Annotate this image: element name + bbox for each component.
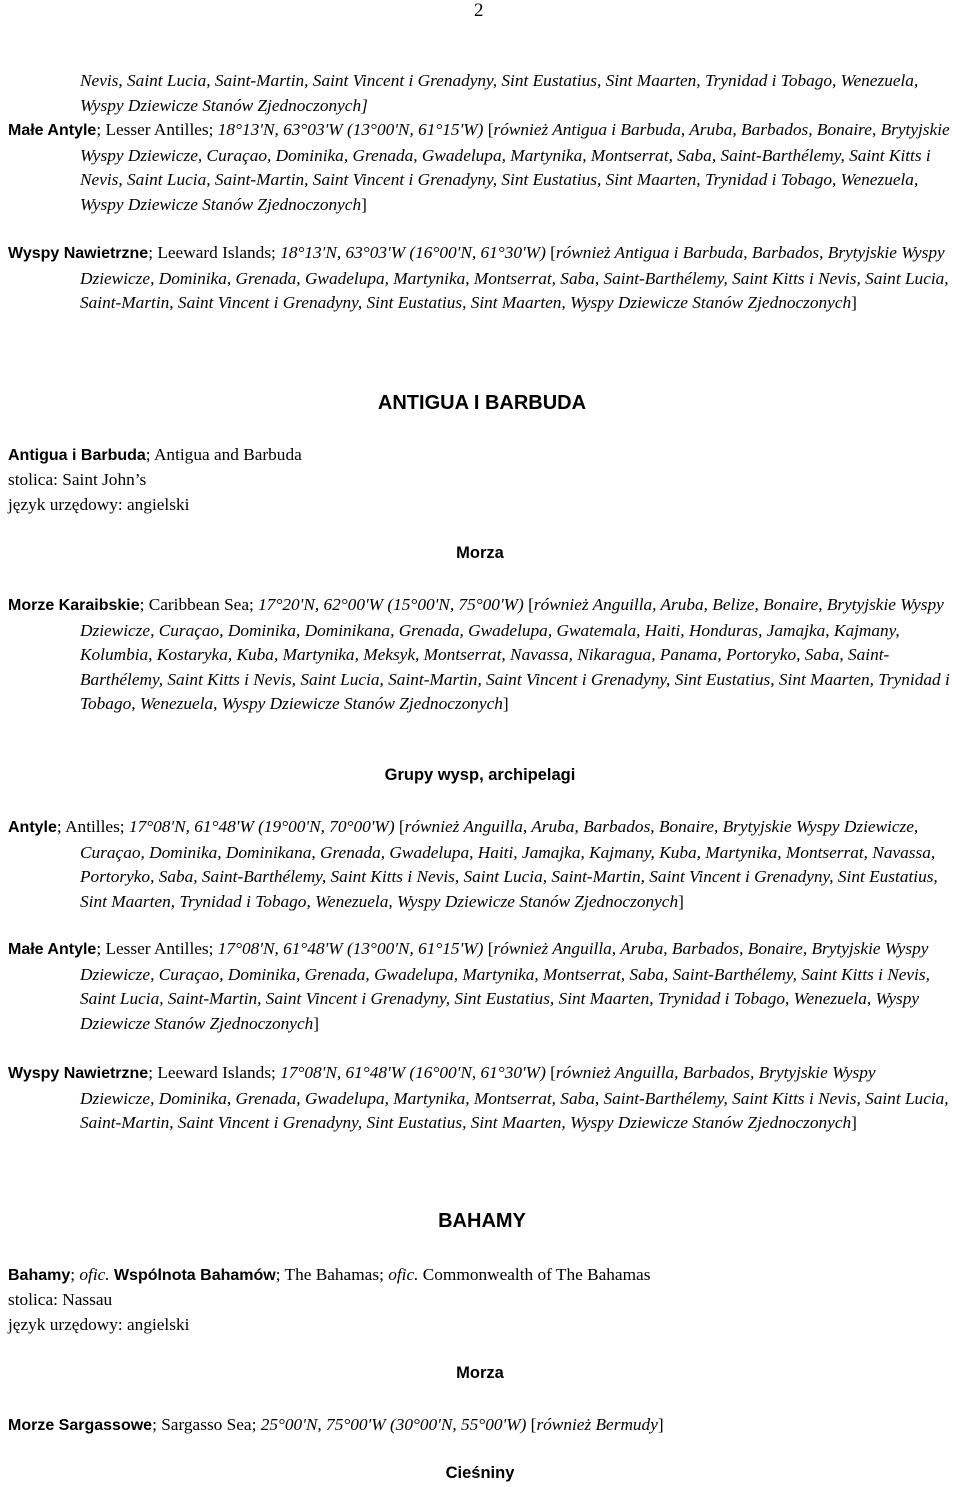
entry-also: również Anguilla, Aruba, Barbados, Bonaire, Brytyjskie Wyspy Dziewicze, Curaçao, Dominika, Grenada, Gwadelupa, Martynika, Montserrat, Saba, Saint-Barthélemy, Saint Kitts i Nevis, Saint Lucia, Saint-Martin, Saint Vincent i Grenadyny, Sint Eustatius, Sint Maarten, Trynidad i Tobago, Wenezuela, Wyspy Dziewicze Stanów Zjednoczonych (80, 939, 930, 1033)
official-language-line: język urzędowy: angielski (8, 495, 190, 514)
entry-english: Lesser Antilles; (105, 120, 214, 139)
country-name-line: Bahamy; ofic. Wspólnota Bahamów; The Bahamas; ofic. Commonwealth of The Bahamas (8, 1265, 651, 1284)
continued-entry-text: Nevis, Saint Lucia, Saint-Martin, Saint Vincent i Grenadyny, Sint Eustatius, Sint Maarten, Trynidad i Tobago, Wenezuela, Wyspy Dziewicze Stanów Zjednoczonych] (80, 71, 919, 115)
country-name: Antigua i Barbuda (8, 447, 146, 464)
entry-coords: 25°00'N, 75°00'W (30°00'N, 55°00'W) (260, 1415, 527, 1434)
entry-coords: 17°20'N, 62°00'W (15°00'N, 75°00'W) (258, 595, 524, 614)
entry-name: Małe Antyle (8, 941, 97, 958)
entry-name: Morze Karaibskie (8, 597, 140, 614)
entry-also: również Anguilla, Barbados, Brytyjskie Wyspy Dziewicze, Dominika, Grenada, Gwadelupa, Martynika, Montserrat, Saba, Saint-Barthélemy, Saint Kitts i Nevis, Saint Lucia, Saint-Martin, Saint Vincent i Grenadyny, Sint Eustatius, Sint Maarten, Wyspy Dziewicze Stanów Zjednoczonych (80, 1063, 949, 1132)
entry-name: Wyspy Nawietrzne (8, 245, 149, 262)
entry-wyspy-nawietrzne-top: Wyspy Nawietrzne; Leeward Islands; 18°13'N, 63°03'W (16°00'N, 61°30'W) [również Antigua i Barbuda, Barbados, Brytyjskie Wyspy Dziewicze, Dominika, Grenada, Gwadelupa, Martynika, Montserrat, Saba, Saint-Barthélemy, Saint Kitts i Nevis, Saint Lucia, Saint-Martin, Saint Vincent i Grenadyny, Sint Eustatius, Sint Maarten, Wyspy Dziewicze Stanów Zjednoczonych] (8, 243, 949, 312)
page-number: 2 (474, 0, 484, 21)
entry-english: Lesser Antilles; (105, 939, 214, 958)
straits-heading: Cieśniny (445, 1464, 515, 1482)
capital-line: stolica: Saint John’s (8, 470, 147, 489)
entry-english: Antilles; (65, 817, 125, 836)
entry-coords: 18°13'N, 63°03'W (13°00'N, 61°15'W) (217, 120, 484, 139)
entry-also: również Antigua i Barbuda, Barbados, Brytyjskie Wyspy Dziewicze, Dominika, Grenada, Gwadelupa, Martynika, Montserrat, Saba, Saint-Barthélemy, Saint Kitts i Nevis, Saint Lucia, Saint-Martin, Saint Vincent i Grenadyny, Sint Eustatius, Sint Maarten, Wyspy Dziewicze Stanów Zjednoczonych (80, 243, 949, 312)
country-official-name: Wspólnota Bahamów (113, 1267, 276, 1284)
entry-coords: 17°08'N, 61°48'W (16°00'N, 61°30'W) (280, 1063, 546, 1082)
entry-english: Caribbean Sea; (148, 595, 254, 614)
entry-antyle: Antyle; Antilles; 17°08'N, 61°48'W (19°00'N, 70°00'W) [również Anguilla, Aruba, Barbados, Bonaire, Brytyjskie Wyspy Dziewicze, Curaçao, Dominika, Dominikana, Grenada, Gwadelupa, Haiti, Jamajka, Kajmany, Kuba, Martynika, Montserrat, Navassa, Portoryko, Saba, Saint-Barthélemy, Saint Kitts i Nevis, Saint Lucia, Saint-Martin, Saint Vincent i Grenadyny, Sint Eustatius, Sint Maarten, Trynidad i Tobago, Wenezuela, Wyspy Dziewicze Stanów Zjednoczonych] (8, 817, 938, 911)
entry-morze-sargassowe: Morze Sargassowe; Sargasso Sea; 25°00'N, 75°00'W (30°00'N, 55°00'W) [również Bermudy] (8, 1415, 664, 1434)
official-abbrev: ofic. (388, 1265, 419, 1284)
official-language-line: język urzędowy: angielski (8, 1315, 190, 1334)
entry-also: również Bermudy (536, 1415, 658, 1434)
entry-english: Leeward Islands; (157, 1063, 276, 1082)
entry-coords: 18°13'N, 63°03'W (16°00'N, 61°30'W) (280, 243, 546, 262)
section-title-bahamy: BAHAMY (438, 1210, 526, 1232)
entry-also: również Antigua i Barbuda, Aruba, Barbados, Bonaire, Brytyjskie Wyspy Dziewicze, Curaçao, Dominika, Grenada, Gwadelupa, Martynika, Montserrat, Saba, Saint-Barthélemy, Saint Kitts i Nevis, Saint Lucia, Saint-Martin, Saint Vincent i Grenadyny, Sint Eustatius, Sint Maarten, Trynidad i Tobago, Wenezuela, Wyspy Dziewicze Stanów Zjednoczonych (80, 120, 950, 214)
country-english: Antigua and Barbuda (153, 445, 302, 464)
entry-name: Morze Sargassowe (8, 1417, 153, 1434)
entry-also: również Anguilla, Aruba, Belize, Bonaire, Brytyjskie Wyspy Dziewicze, Curaçao, Dominika, Dominikana, Grenada, Gwadelupa, Gwatemala, Haiti, Honduras, Jamajka, Kajmany, Kolumbia, Kostaryka, Kuba, Martynika, Meksyk, Montserrat, Navassa, Nikaragua, Panama, Portoryko, Saba, Saint-Barthélemy, Saint Kitts i Nevis, Saint Lucia, Saint-Martin, Saint Vincent i Grenadyny, Sint Eustatius, Sint Maarten, Trynidad i Tobago, Wenezuela, Wyspy Dziewicze Stanów Zjednoczonych (80, 595, 950, 713)
entry-name: Antyle (8, 819, 57, 836)
official-abbrev: ofic. (79, 1265, 110, 1284)
country-name-line: Antigua i Barbuda; Antigua and Barbuda (8, 445, 302, 464)
entry-wyspy-nawietrzne: Wyspy Nawietrzne; Leeward Islands; 17°08'N, 61°48'W (16°00'N, 61°30'W) [również Anguilla, Barbados, Brytyjskie Wyspy Dziewicze, Dominika, Grenada, Gwadelupa, Martynika, Montserrat, Saba, Saint-Barthélemy, Saint Kitts i Nevis, Saint Lucia, Saint-Martin, Saint Vincent i Grenadyny, Sint Eustatius, Sint Maarten, Wyspy Dziewicze Stanów Zjednoczonych] (8, 1063, 949, 1132)
section-title-antigua: ANTIGUA I BARBUDA (377, 392, 587, 414)
entry-male-antyle: Małe Antyle; Lesser Antilles; 17°08'N, 61°48'W (13°00'N, 61°15'W) [również Anguilla, Aruba, Barbados, Bonaire, Brytyjskie Wyspy Dziewicze, Curaçao, Dominika, Grenada, Gwadelupa, Martynika, Montserrat, Saba, Saint-Barthélemy, Saint Kitts i Nevis, Saint Lucia, Saint-Martin, Saint Vincent i Grenadyny, Sint Eustatius, Sint Maarten, Trynidad i Tobago, Wenezuela, Wyspy Dziewicze Stanów Zjednoczonych] (8, 939, 930, 1033)
capital-line: stolica: Nassau (8, 1290, 113, 1309)
entry-morze-karaibskie: Morze Karaibskie; Caribbean Sea; 17°20'N, 62°00'W (15°00'N, 75°00'W) [również Anguilla, Aruba, Belize, Bonaire, Brytyjskie Wyspy Dziewicze, Curaçao, Dominika, Dominikana, Grenada, Gwadelupa, Gwatemala, Haiti, Honduras, Jamajka, Kajmany, Kolumbia, Kostaryka, Kuba, Martynika, Meksyk, Montserrat, Navassa, Nikaragua, Panama, Portoryko, Saba, Saint-Barthélemy, Saint Kitts i Nevis, Saint Lucia, Saint-Martin, Saint Vincent i Grenadyny, Sint Eustatius, Sint Maarten, Trynidad i Tobago, Wenezuela, Wyspy Dziewicze Stanów Zjednoczonych] (8, 595, 950, 713)
entry-name: Wyspy Nawietrzne (8, 1065, 149, 1082)
entry-english: Sargasso Sea; (161, 1415, 257, 1434)
seas-heading: Morza (456, 1364, 504, 1382)
entry-coords: 17°08'N, 61°48'W (13°00'N, 61°15'W) (217, 939, 484, 958)
entry-also: również Anguilla, Aruba, Barbados, Bonaire, Brytyjskie Wyspy Dziewicze, Curaçao, Dominika, Dominikana, Grenada, Gwadelupa, Haiti, Jamajka, Kajmany, Kuba, Martynika, Montserrat, Navassa, Portoryko, Saba, Saint-Barthélemy, Saint Kitts i Nevis, Saint Lucia, Saint-Martin, Saint Vincent i Grenadyny, Sint Eustatius, Sint Maarten, Trynidad i Tobago, Wenezuela, Wyspy Dziewicze Stanów Zjednoczonych (80, 817, 938, 911)
seas-heading: Morza (456, 544, 504, 562)
country-english: The Bahamas; (284, 1265, 384, 1284)
entry-name: Małe Antyle (8, 122, 97, 139)
island-groups-heading: Grupy wysp, archipelagi (384, 766, 576, 784)
country-english-official: Commonwealth of The Bahamas (422, 1265, 651, 1284)
country-name: Bahamy (8, 1267, 71, 1284)
entry-coords: 17°08'N, 61°48'W (19°00'N, 70°00'W) (128, 817, 395, 836)
entry-male-antyle-top: Małe Antyle; Lesser Antilles; 18°13'N, 63°03'W (13°00'N, 61°15'W) [również Antigua i Barbuda, Aruba, Barbados, Bonaire, Brytyjskie Wyspy Dziewicze, Curaçao, Dominika, Grenada, Gwadelupa, Martynika, Montserrat, Saba, Saint-Barthélemy, Saint Kitts i Nevis, Saint Lucia, Saint-Martin, Saint Vincent i Grenadyny, Sint Eustatius, Sint Maarten, Trynidad i Tobago, Wenezuela, Wyspy Dziewicze Stanów Zjednoczonych] (8, 120, 950, 214)
entry-english: Leeward Islands; (157, 243, 276, 262)
